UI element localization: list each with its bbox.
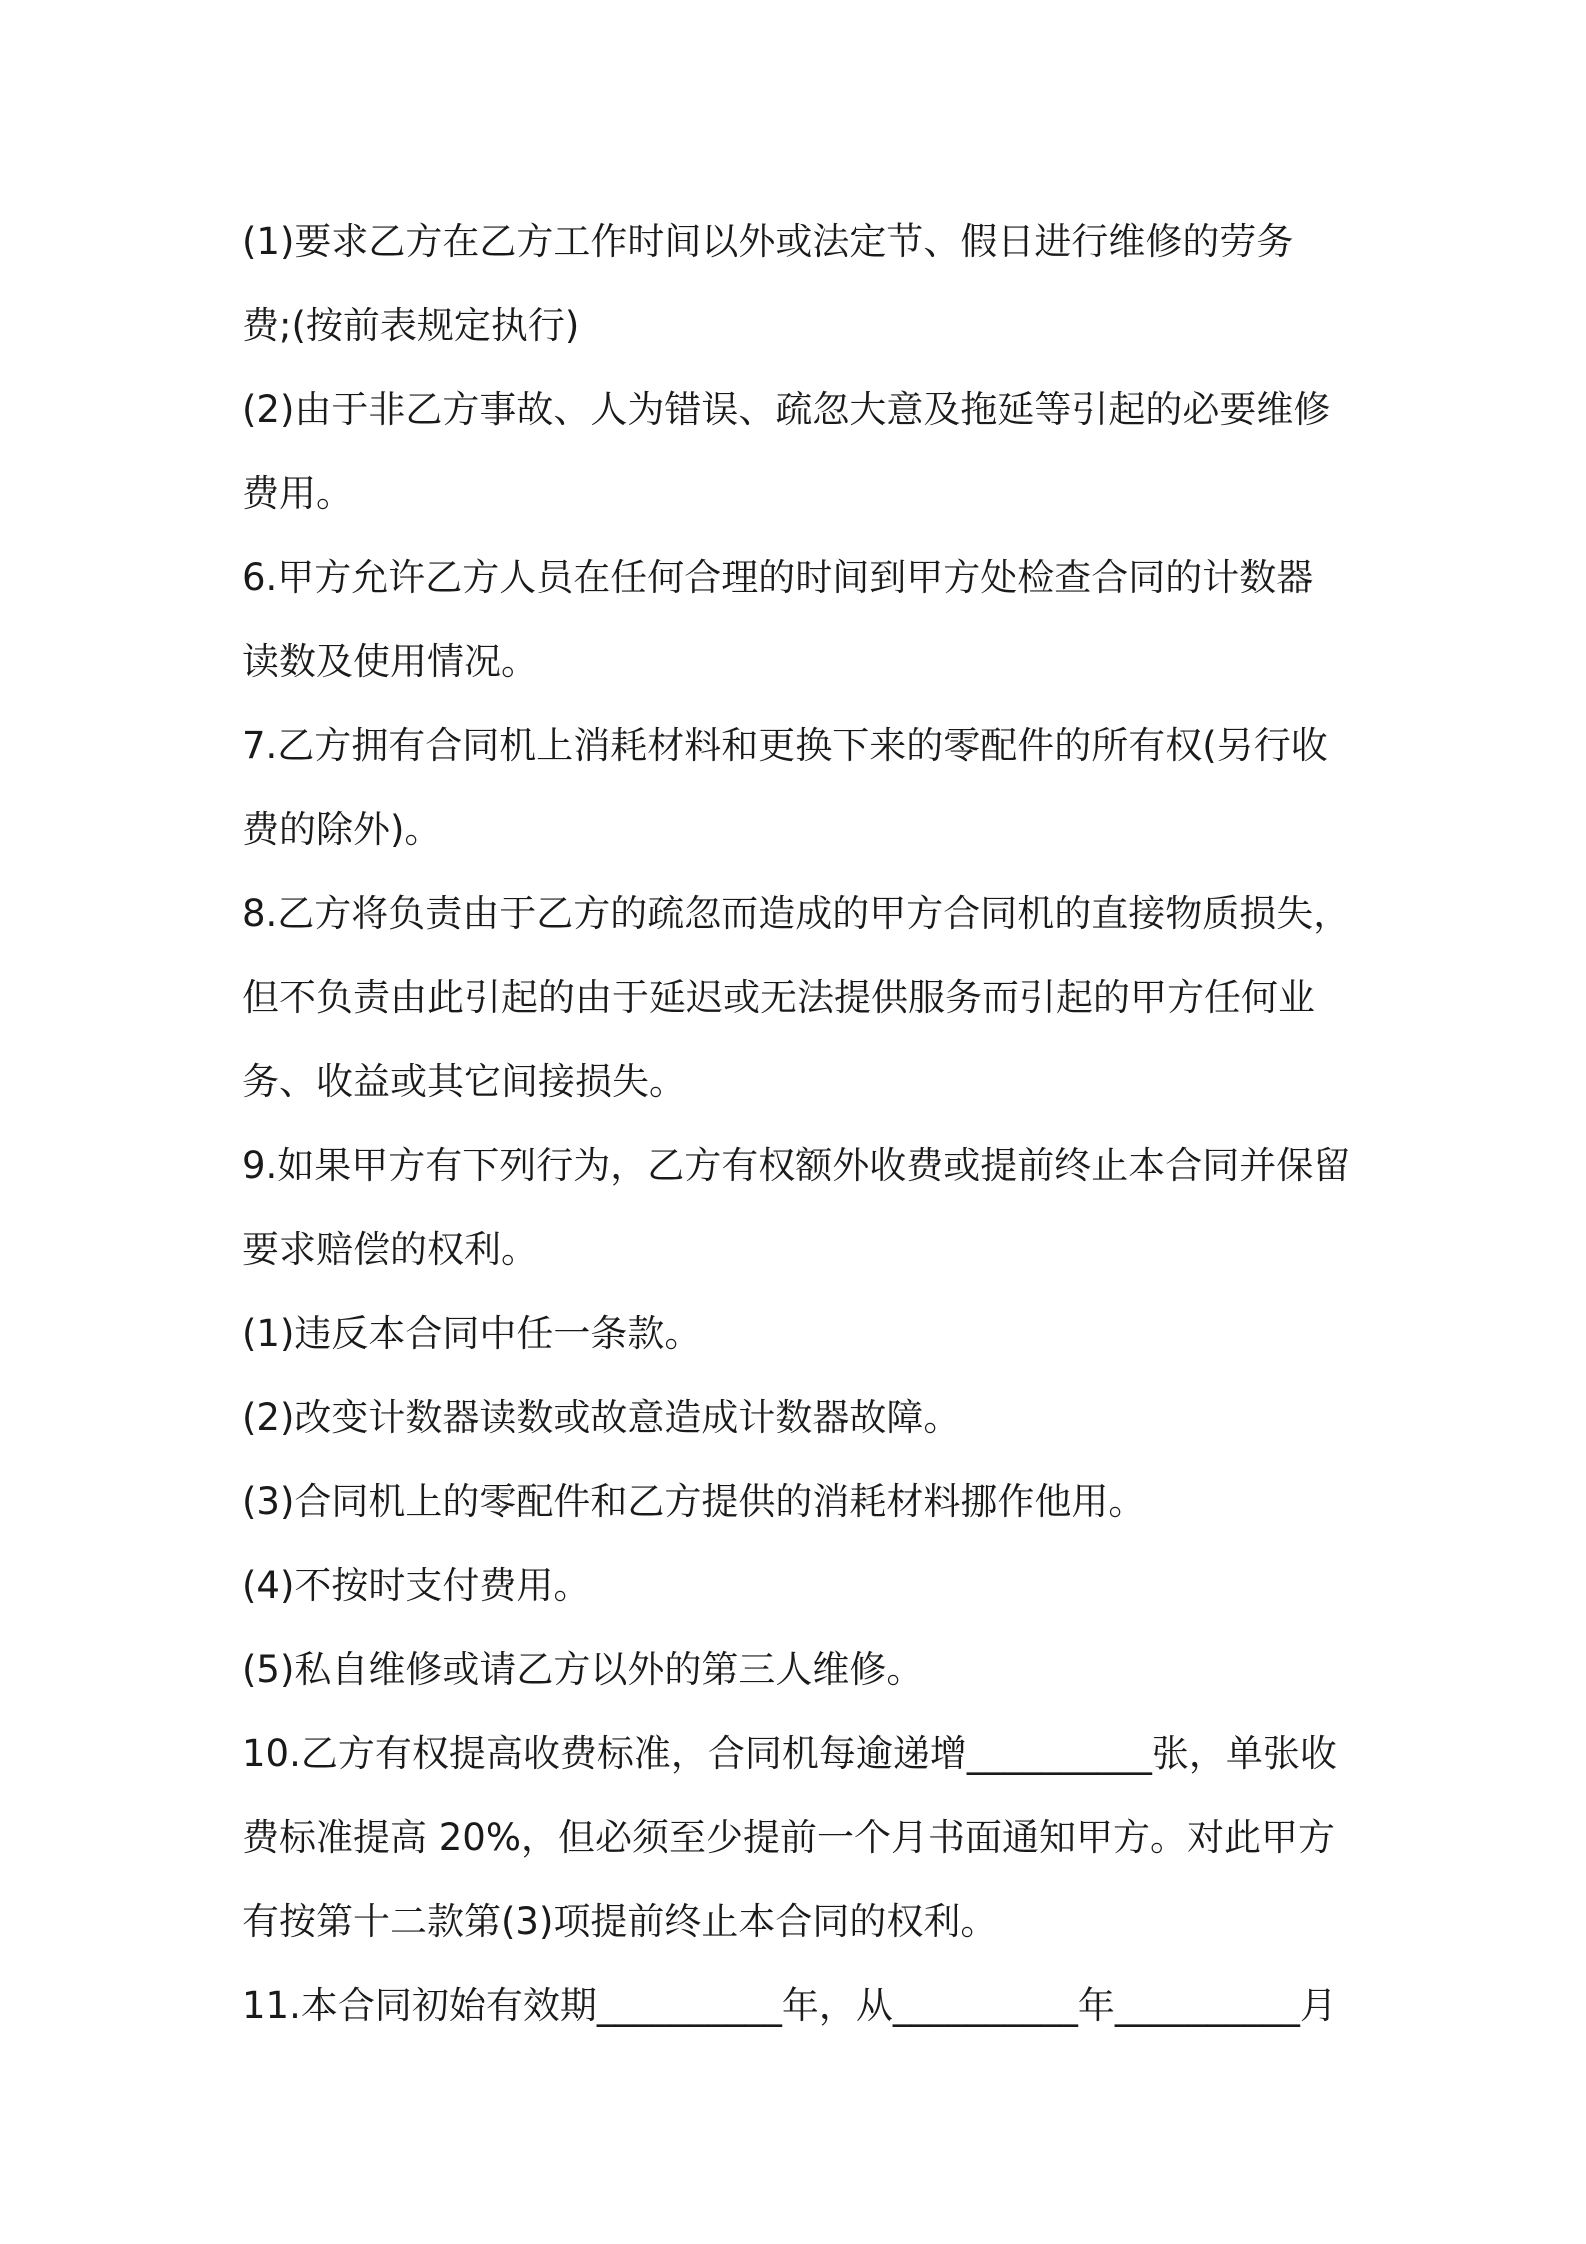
- text-line: (1)要求乙方在乙方工作时间以外或法定节、假日进行维修的劳务: [242, 220, 1294, 263]
- text-line: 但不负责由此引起的由于延迟或无法提供服务而引起的甲方任何业: [242, 976, 1315, 1019]
- text-line: 费用。: [242, 472, 353, 515]
- clause-11: [242, 1964, 1362, 2048]
- clause-9-item-1: [242, 1292, 1362, 1376]
- text-line: 要求赔偿的权利。: [242, 1228, 538, 1271]
- text-line: 费;(按前表规定执行): [242, 304, 580, 347]
- text-line: 7.乙方拥有合同机上消耗材料和更换下来的零配件的所有权(另行收: [242, 724, 1328, 767]
- text-line: 有按第十二款第(3)项提前终止本合同的权利。: [242, 1900, 998, 1943]
- clause-9: [242, 1124, 1362, 1292]
- text-line: 读数及使用情况。: [242, 640, 538, 683]
- clause-9-item-3: [242, 1460, 1362, 1544]
- text-line: 10.乙方有权提高收费标准，合同机每逾递增__________张，单张收: [242, 1732, 1337, 1775]
- text-line: 6.甲方允许乙方人员在任何合理的时间到甲方处检查合同的计数器: [242, 556, 1314, 599]
- clause-9-item-4: [242, 1544, 1362, 1628]
- clause-5-item-2: [242, 368, 1362, 536]
- clause-8: [242, 872, 1362, 1124]
- clause-6: [242, 536, 1362, 704]
- text-line: 11.本合同初始有效期__________年，从__________年__________月: [242, 1984, 1337, 2027]
- text-line: (2)改变计数器读数或故意造成计数器故障。: [242, 1396, 961, 1439]
- clause-5-item-1: [242, 200, 1362, 368]
- text-line: 费标准提高 20%，但必须至少提前一个月书面通知甲方。对此甲方: [242, 1816, 1335, 1859]
- text-line: 8.乙方将负责由于乙方的疏忽而造成的甲方合同机的直接物质损失，: [242, 892, 1351, 935]
- clause-10: [242, 1712, 1362, 1964]
- text-line: 务、收益或其它间接损失。: [242, 1060, 686, 1103]
- text-line: (2)由于非乙方事故、人为错误、疏忽大意及拖延等引起的必要维修: [242, 388, 1331, 431]
- text-line: 费的除外)。: [242, 808, 442, 851]
- clause-9-item-2: [242, 1376, 1362, 1460]
- clause-7: [242, 704, 1362, 872]
- clause-9-item-5: [242, 1628, 1362, 1712]
- text-line: (3)合同机上的零配件和乙方提供的消耗材料挪作他用。: [242, 1480, 1146, 1523]
- text-line: (4)不按时支付费用。: [242, 1564, 591, 1607]
- text-line: (1)违反本合同中任一条款。: [242, 1312, 702, 1355]
- document-page: [242, 200, 1362, 2048]
- text-line: (5)私自维修或请乙方以外的第三人维修。: [242, 1648, 924, 1691]
- text-line: 9.如果甲方有下列行为，乙方有权额外收费或提前终止本合同并保留: [242, 1144, 1351, 1187]
